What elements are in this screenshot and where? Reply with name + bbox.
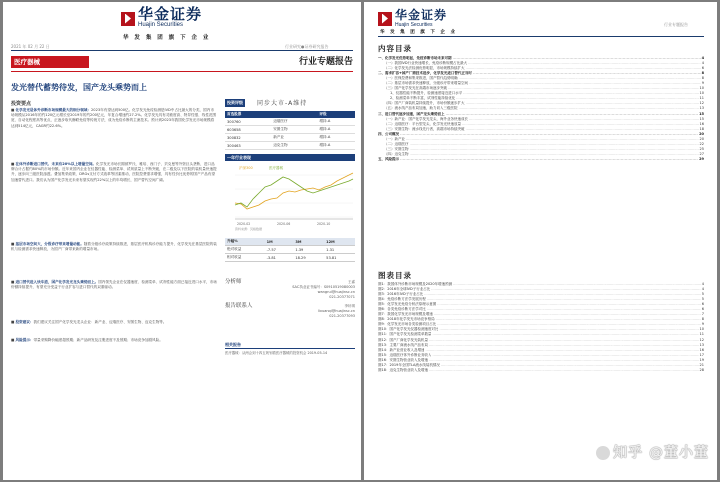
list-item[interactable]: 1、仪器性能不断提升，检测速度接近进口水平 ..... 10 — [378, 91, 704, 96]
report-headline: 发光替代蓄势待发，国产龙头乘势而上 — [11, 83, 147, 92]
list-item[interactable]: 图3：2016年IVD子行业占比 ..... 5 — [378, 292, 704, 297]
list-item[interactable]: 2、检测菜单不断丰富，试剂性能持续优化 ..... 11 — [378, 96, 704, 101]
paragraph: ■ 在体外诊断进口替代、未来有20%以上增量空间。化学发光市场长期被罗氏、雅培、西门子、贝克曼等外资巨头垄断，进口品牌合计占据约80%的市场份额。近年来国内企业在仪器性能、检测菜单、试剂质量上不断突破，在二级及以下医院的装机量快速提升，逐步向三级医院渗透。叠加集采政策、DRGs支付方式改革等因素推动，医院控费需求增强，具有性价比优势的国产产品有望加速替代进口。我们认为国产化学发光未来有望实现约22%以上的年均增长，国产替代空间广阔。 — [11, 162, 217, 182]
table-of-contents — [378, 56, 704, 162]
list-item[interactable]: （一）医保控费和集采推进，国产替代趋势明确 ..... 8 — [378, 76, 704, 81]
list-item[interactable]: 图5：化学发光免疫分析法原理示意图 ..... 6 — [378, 302, 704, 307]
list-item[interactable]: 五、风险提示 ..... 29 — [378, 157, 704, 162]
list-item[interactable]: （二）迈瑞医疗：平台型龙头，化学发光快速放量 ..... 16 — [378, 122, 704, 127]
paragraph: ■ 基层市场空间大，分级诊疗带来增量动能。随着分级诊疗政策持续推进，基层医疗机构诊疗能力提升，化学发光在基层医院的装机与检测需求快速释放，为国产厂商带来新的增量市场。 — [11, 242, 217, 252]
list-item[interactable]: （四）迈克生物 ..... 27 — [378, 152, 704, 157]
report-type: 行业专题报告 — [664, 22, 688, 27]
analyst-block: 分析师 王睿 SAC执业证书编号：S0910519080003 wangrui@huajinsc.cn 021-20377071 报告联系人 李轩琪 lixuanqi@huajinsc.cn 021-20377093 — [225, 279, 355, 318]
zhihu-avatar-icon — [596, 446, 610, 460]
legend-hs300: 沪深300 — [239, 166, 253, 170]
x-tick: 2020-10 — [317, 222, 331, 226]
list-item[interactable]: 图7：我国化学发光市场规模及增速 ..... 7 — [378, 312, 704, 317]
slogan: 华 发 集 团 旗 下 企 业 — [380, 30, 457, 35]
huajin-logo: 华金证券 Huajin Securities — [378, 8, 447, 29]
report-type: 行业专题报告 — [298, 57, 353, 67]
industry-performance-chart — [225, 163, 355, 231]
paragraph: ■ 投资建议：我们建议关注国产化学发光龙头企业：新产业、迈瑞医疗、安图生物、迈克生物等。 — [11, 320, 167, 324]
list-item[interactable]: （二）化学发光法检测优势明显，市场规模持续扩大 ..... 6 — [378, 66, 704, 71]
divider — [11, 71, 353, 72]
list-item[interactable]: （三）安图生物 ..... 25 — [378, 147, 704, 152]
related-reports: 相关报告 医疗器械：从两会到十四五规划看医疗器械的投资机会 2019-05-14 — [225, 342, 355, 356]
sector-label: 医疗器械 — [11, 56, 89, 68]
list-item[interactable]: （三）安图生物：流水线先行者，高端市场持续突破 ..... 18 — [378, 127, 704, 132]
list-item[interactable]: 图12：国产厂商化学发光装机量 ..... 12 — [378, 338, 704, 343]
chart-title: 一年行业表现 — [225, 154, 355, 161]
list-item[interactable]: 图6：各类免疫诊断方法学对比 ..... 6 — [378, 307, 704, 312]
report-date: 2021 年 02 月 22 日 — [11, 44, 50, 49]
list-item[interactable]: 图17：2019年全国TLA流水线装机情况 ..... 21 — [378, 363, 704, 368]
table-row: 603658 安图生物 增持-A — [225, 126, 355, 134]
list-item[interactable]: 图9：化学发光市场各类检测项目占比 ..... 9 — [378, 322, 704, 327]
huajin-logo: 华金证券 Huajin Securities — [121, 8, 202, 29]
list-item[interactable]: 三、进口替代逐步加速，国产龙头乘势而上 ..... 15 — [378, 112, 704, 117]
list-item[interactable]: （二）迈瑞医疗 ..... 22 — [378, 142, 704, 147]
rating-box — [225, 98, 355, 150]
table-row: 300832 新产业 增持-A — [225, 134, 355, 142]
list-item[interactable]: 图15：迈瑞医疗体外诊断业务收入 ..... 17 — [378, 353, 704, 358]
list-item[interactable]: 图18：迈克生物营业收入及增速 ..... 28 — [378, 368, 704, 373]
breadcrumb: 行业研究●证券研究报告 — [285, 44, 329, 49]
list-item[interactable]: 图2：2016年全球IVD子行业占比 ..... 4 — [378, 287, 704, 292]
table-row: 300760 迈瑞医疗 增持-A — [225, 118, 355, 126]
list-item[interactable]: 图8：2018年化学发光市场竞争格局 ..... 8 — [378, 317, 704, 322]
x-tick: 2020-02 — [237, 222, 251, 226]
toc-title: 内容目录 — [378, 44, 412, 53]
figures-title: 图表目录 — [378, 271, 412, 280]
list-item[interactable]: （五）流水线产品布局加速，助力切入三级医院 ..... 13 — [378, 106, 704, 111]
slogan: 华 发 集 团 旗 下 企 业 — [123, 35, 211, 41]
list-item[interactable]: 图13：主要厂商流水线产品布局 ..... 13 — [378, 343, 704, 348]
list-item[interactable]: 图11：国产化学发光检测菜单数量 ..... 11 — [378, 332, 704, 337]
table-row: 相对收益 -3.81 18.29 53.81 — [225, 254, 355, 262]
paragraph: ■ 化学发光是体外诊断市场规模最大的细分领域：2023年有望达到500亿。化学发光免疫检测是IVD中占比最大的分类，国内市场规模从2016年的约120亿元增长至2019年的约200亿元，年复合增速约27.2%。化学发光具有灵敏度高、特异性强、线性范围宽、自动化程度高等优点，正逐步取代酶联免疫等传统方法，成为免疫诊断的主流技术。预计到2023年我国化学发光市场规模将达到514亿元，CAGR约22.6%。 — [11, 108, 217, 128]
watermark: 知乎 @董小董 — [593, 442, 709, 462]
list-item[interactable]: 图1：我国体外诊断市场规模及2020年增速预测 ..... 4 — [378, 282, 704, 287]
list-of-figures — [378, 282, 704, 373]
list-item[interactable]: 一、化学发光优势明显，免疫诊断市场未来可期 ..... 4 — [378, 56, 704, 61]
divider — [378, 36, 704, 37]
chart-source: 资料来源：贝格数据 — [235, 227, 263, 231]
list-item[interactable]: （二）基层市场需求快速释放，分级诊疗带来增量空间 ..... 9 — [378, 81, 704, 86]
rating-tag: 投资评级 — [227, 99, 243, 105]
rating-value: 同步大市-A维持 — [257, 100, 308, 107]
table-row: 绝对收益 -7.57 1.39 1.31 — [225, 246, 355, 254]
huajin-logo-icon — [378, 12, 392, 26]
huajin-logo-icon — [121, 12, 135, 26]
list-item[interactable]: （一）新产业：国产化学发光龙头，海外业务快速成长 ..... 15 — [378, 117, 704, 122]
list-item[interactable]: （四）国产厂商装机量持续提升，市场份额逐步扩大 ..... 12 — [378, 101, 704, 106]
x-tick: 2020-06 — [277, 222, 291, 226]
performance-table: 升幅% 1M 3M 12M 绝对收益 -7.57 1.39 1.31 相对收益 -3.81 18.29 53.81 — [225, 238, 355, 262]
paragraph: ■ 风险提示：带量采购降价幅度超预期；新产品研发及注册进度不及预期；市场竞争加剧风险。 — [11, 338, 163, 342]
report-page-1 — [3, 2, 361, 480]
list-item[interactable]: 图4：免疫诊断方法学发展历程 ..... 5 — [378, 297, 704, 302]
list-item[interactable]: 图14：新产业营业收入及增速 ..... 16 — [378, 348, 704, 353]
list-item[interactable]: （三）国产化学发光在高端市场逐步突破 ..... 10 — [378, 86, 704, 91]
list-item[interactable]: 四、公司概况 ..... 20 — [378, 132, 704, 137]
list-item[interactable]: 图10：国产化学发光仪器检测速度对比 ..... 10 — [378, 327, 704, 332]
legend-medical-devices: 医疗器械 — [269, 166, 283, 170]
stock-table: 首选股票 评级 300760 迈瑞医疗 增持-A 603658 安图生物 增持-A 300832 新产业 增持-A 300463 迈克生物 增持-A — [225, 111, 355, 150]
list-item[interactable]: 图16：安图生物营业收入及增速 ..... 19 — [378, 358, 704, 363]
divider — [11, 50, 353, 51]
thesis-label: 投资要点 — [11, 101, 32, 107]
list-item[interactable]: （一）我国IVD行业快速增长，免疫诊断规模占比最大 ..... 4 — [378, 61, 704, 66]
list-item[interactable]: （一）新产业 ..... 20 — [378, 137, 704, 142]
paragraph: ■ 进口替代进入快车道，国产化学发光龙头乘势而上。国内领先企业在仪器速度、检测菜单、试剂性能方面已接近进口水平，市场份额持续提升，有望充分受益于行业扩容与进口替代的双重驱动。 — [11, 280, 217, 290]
table-row: 300463 迈克生物 增持-A — [225, 142, 355, 150]
report-page-2 — [364, 2, 717, 480]
list-item[interactable]: 二、需求扩容+国产厂商技术进步，化学发光进口替代正当时 ..... 8 — [378, 71, 704, 76]
